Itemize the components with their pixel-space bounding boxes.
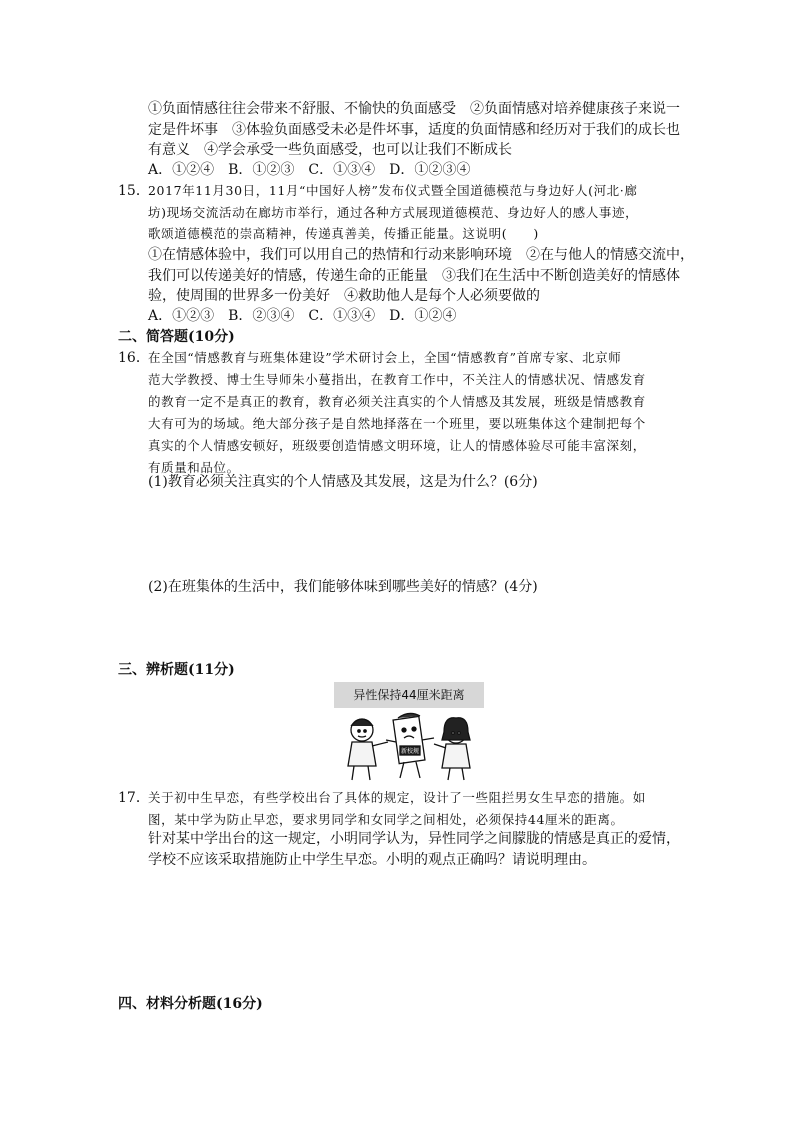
- q16-subquestion-2: (2)在班集体的生活中，我们能够体味到哪些美好的情感？(4分): [148, 579, 538, 595]
- q15-stem-line-2: 坊)现场交流活动在廊坊市举行，通过各种方式展现道德模范、身边好人的感人事迹，: [148, 205, 639, 220]
- q17-stem-line-3: 针对某中学出台的这一规定，小明同学认为，异性同学之间朦胧的情感是真正的爱情，: [148, 831, 680, 847]
- q17-number: 17．: [118, 790, 150, 806]
- q17-stem-line-1: 关于初中生早恋，有些学校出台了具体的规定，设计了一些阻拦男女生早恋的措施。如: [148, 790, 646, 805]
- q16-stem-line-1: 在全国“情感教育与班集体建设”学术研讨会上，全国“情感教育”首席专家、北京师: [148, 350, 622, 365]
- section-2-title: 二、简答题(10分): [118, 329, 235, 345]
- q15-stem-line-1: 2017年11月30日，11月“中国好人榜”发布仪式暨全国道德模范与身边好人(河北·廊: [148, 183, 638, 198]
- girl-figure: [434, 718, 470, 780]
- q15-options-line-2: 我们可以传递美好的情感，传递生命的正能量 ③我们在生活中不断创造美好的情感体: [148, 268, 680, 284]
- q15-choices: A．①②③ B．②③④ C．①③④ D．①②④: [148, 308, 457, 324]
- q16-stem-line-4: 大有可为的场域。绝大部分孩子是自然地择落在一个班里，要以班集体这个建制把每个: [148, 416, 646, 431]
- q16-stem-line-2: 范大学教授、博士生导师朱小蔓指出，在教育工作中，不关注人的情感状况、情感发育: [148, 372, 646, 387]
- q16-number: 16．: [118, 350, 150, 366]
- q15-number: 15．: [118, 183, 150, 199]
- q17-stem-line-2: 图，某中学为防止早恋，要求男同学和女同学之间相处，必须保持44厘米的距离。: [148, 812, 624, 827]
- q14-options-line-3: 有意义 ④学会承受一些负面感受，也可以让我们不断成长: [148, 142, 512, 158]
- q16-stem-line-5: 真实的个人情感安顿好，班级要创造情感文明环境，让人的情感体验尽可能丰富深刻，: [148, 438, 646, 453]
- section-3-title: 三、辨析题(11分): [118, 662, 235, 678]
- cartoon-drawing: [334, 682, 484, 782]
- q16-stem-line-6: 有质量和品位。: [148, 460, 240, 475]
- q14-choices: A．①②④ B．①②③ C．①③④ D．①②③④: [148, 162, 471, 178]
- q16-subquestion-1: (1)教育必须关注真实的个人情感及其发展，这是为什么？(6分): [148, 474, 538, 490]
- rulebook-figure: [386, 713, 434, 778]
- section-4-title: 四、材料分析题(16分): [118, 996, 263, 1012]
- q15-options-line-3: 验，使周围的世界多一份美好 ④救助他人是每个人必须要做的: [148, 288, 540, 304]
- cartoon-banner: 异性保持44厘米距离: [334, 682, 484, 708]
- q16-stem-line-3: 的教育一定不是真正的教育，教育必须关注真实的个人情感及其发展，班级是情感教育: [148, 394, 646, 409]
- q14-options-line-2: 定是件坏事 ③体验负面感受未必是件坏事，适度的负面情感和经历对于我们的成长也: [148, 122, 680, 138]
- boy-figure: [348, 719, 388, 780]
- q15-options-line-1: ①在情感体验中，我们可以用自己的热情和行动来影响环境 ②在与他人的情感交流中，: [148, 247, 694, 263]
- q14-options-line-1: ①负面情感往往会带来不舒服、不愉快的负面感受 ②负面情感对培养健康孩子来说一: [148, 101, 680, 117]
- q17-stem-line-4: 学校不应该采取措施防止中学生早恋。小明的观点正确吗？请说明理由。: [148, 852, 596, 868]
- rulebook-badge: 新校规: [400, 748, 420, 755]
- q15-stem-line-3: 歌颂道德模范的崇高精神，传递真善美，传播正能量。这说明( ): [148, 226, 539, 241]
- cartoon-illustration: [334, 682, 484, 782]
